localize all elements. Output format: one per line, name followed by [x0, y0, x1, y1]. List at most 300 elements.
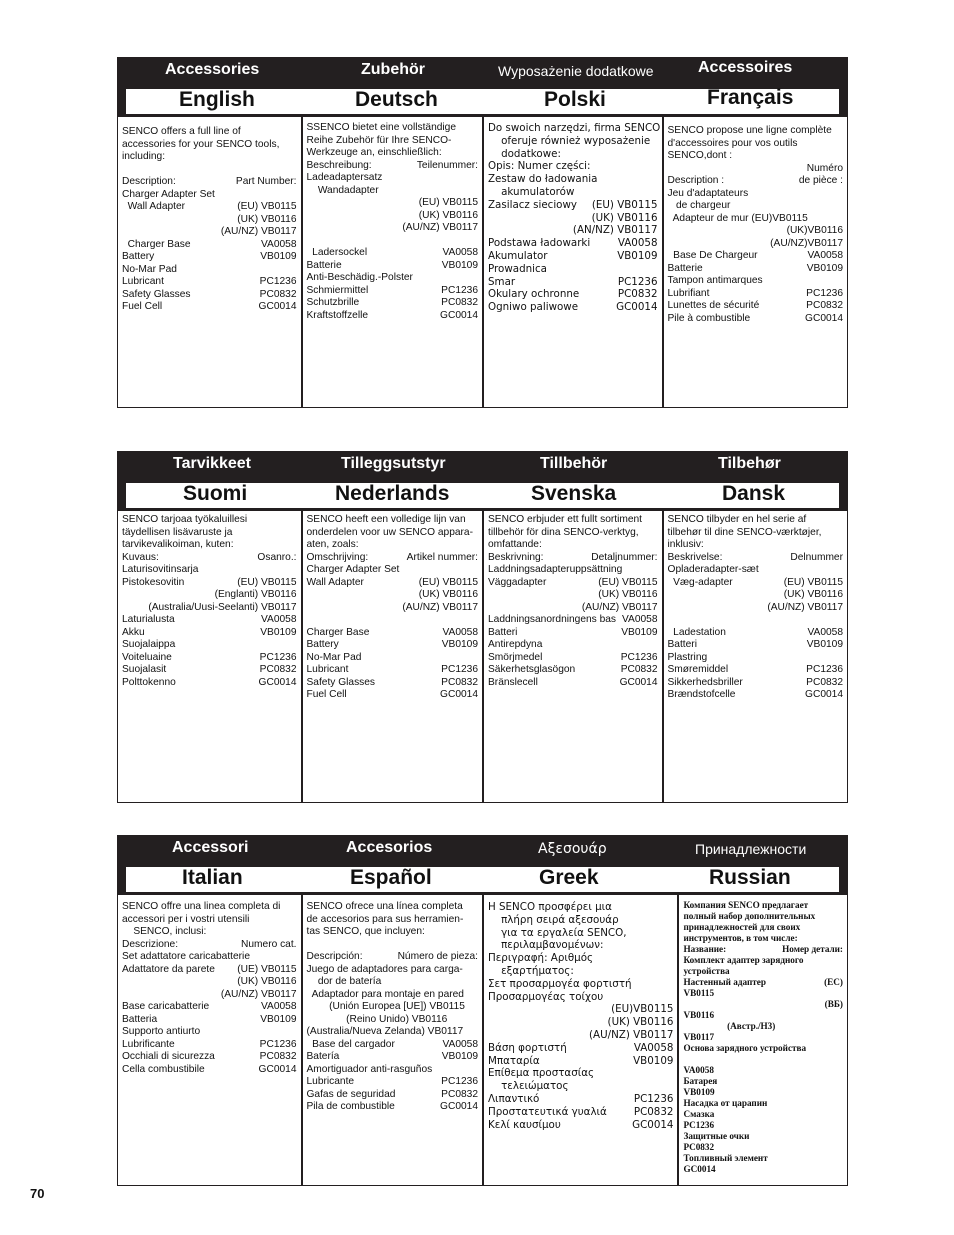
item-value: GC0014 [632, 1118, 674, 1131]
text-line: Charger Adapter Set [306, 564, 400, 575]
block-header [117, 451, 848, 511]
item-value: (Australia/Uusi-Seelanti) VB0117 [148, 601, 297, 613]
text-line: SENCO tarjoaa työkaluillesi [122, 514, 248, 525]
cell-suomi [118, 511, 303, 802]
item-value: (UK) VB0116 [598, 589, 658, 600]
item-row [668, 589, 843, 602]
text-line: de chargeur [667, 200, 731, 211]
item-row [683, 977, 843, 988]
item-row [668, 664, 843, 677]
item-label: Adattatore da parete [122, 963, 215, 975]
text-line: полный набор дополнительных [683, 911, 816, 921]
text-line: Opladeradapter-sæt [667, 564, 759, 575]
item-row [307, 297, 479, 310]
item-label: Ogniwo paliwowe [488, 301, 579, 314]
item-value: Part Number: [235, 176, 297, 187]
accessories-block-3 [117, 835, 848, 1174]
content-row [117, 895, 848, 1186]
item-label: Beskrivelse: [667, 551, 723, 563]
text-line: Juego de adaptadores para carga- [306, 963, 463, 975]
text-line: Основа зарядного устройства [683, 1043, 807, 1053]
item-value: PC0832 [806, 300, 843, 311]
text-line: εξαρτήματος: [488, 964, 574, 977]
text-line: Adapteur de mur (EU)VB0115 [667, 212, 808, 224]
item-value: GC0014 [440, 1101, 478, 1112]
item-value: VB0109 [260, 251, 297, 262]
text-line [307, 939, 479, 952]
item-row [488, 589, 658, 602]
text-line: Wandadapter [306, 184, 379, 196]
text-line [307, 614, 479, 627]
item-row [122, 201, 297, 214]
accessories-block-2 [117, 451, 848, 700]
item-label: Lubricante [306, 1076, 355, 1087]
text-line: VB0117 [683, 1032, 715, 1042]
item-row [488, 1119, 673, 1132]
label-tillbehor: Tillbehör [540, 455, 608, 472]
item-value: GC0014 [805, 312, 843, 324]
lang-italian: Italian [182, 866, 243, 889]
lang-greek: Greek [539, 866, 599, 889]
item-value: PC0832 [259, 664, 297, 675]
item-label: Väggadapter [488, 576, 547, 588]
text-line: Επίθεμα προστασίας [488, 1067, 595, 1080]
item-row [122, 602, 297, 615]
item-value: de pièce : [798, 175, 843, 186]
item-value: (AU/NZ) VB0117 [767, 601, 843, 613]
item-value: VA0058 [442, 1038, 478, 1050]
text-line: Защитные очки [683, 1131, 750, 1141]
text-line: Supporto antiurto [122, 1026, 201, 1037]
content-row [117, 117, 848, 408]
item-value: (UK) VB0116 [591, 211, 658, 224]
text-line: GC0014 [683, 1164, 716, 1174]
item-row [122, 251, 297, 264]
item-label: Schmiermittel [306, 284, 369, 296]
item-label: Base caricabatterie [122, 1001, 210, 1012]
item-row [122, 214, 297, 227]
item-row [488, 677, 658, 690]
language-band [125, 866, 840, 893]
item-label: Okulary ochronne [488, 288, 580, 301]
item-row [307, 639, 479, 652]
label-prinadlezhnosti: Принадлежности [695, 841, 807, 857]
text-line: Tampon antimarques [667, 275, 763, 286]
cell-espanol [303, 895, 485, 1185]
item-row [488, 1042, 673, 1055]
item-value: (AU/NZ) VB0117 [220, 988, 297, 1000]
item-value: (AN/NZ) VB0117 [572, 224, 658, 237]
text-line: устройства [683, 966, 730, 976]
content-row [117, 511, 848, 803]
text-line: Ladeadaptersatz [306, 172, 383, 183]
item-label: Charger Base [306, 626, 370, 638]
text-line [122, 164, 297, 177]
text-line: Reihe Zubehör für Ihre SENCO- [306, 134, 452, 146]
text-line: Plastring [667, 651, 708, 663]
text-line: (Австр./Н3) [683, 1021, 776, 1031]
item-value: PC1236 [633, 1092, 674, 1105]
item-value: VA0058 [622, 614, 658, 625]
item-value: PC0832 [617, 288, 658, 301]
item-row [307, 210, 479, 223]
label-axesouar: Αξεσουάρ [538, 841, 607, 857]
item-label: Gafas de seguridad [306, 1088, 396, 1100]
cell-dansk [664, 511, 847, 802]
language-band [125, 88, 840, 115]
label-tarvikkeet: Tarvikkeet [173, 455, 251, 472]
item-value: PC0832 [259, 288, 297, 300]
item-row [488, 250, 658, 263]
item-label: Μπαταρία [488, 1054, 540, 1067]
item-row [122, 226, 297, 239]
item-value: (UK)VB0116 [786, 225, 843, 236]
text-line: (Australia/Nueva Zelanda) VB0117 [306, 1026, 464, 1037]
item-row [122, 1001, 297, 1014]
item-value: VA0058 [633, 1041, 674, 1054]
lang-espanol: Español [350, 866, 432, 889]
text-line: SENCO erbjuder ett fullt sortiment [488, 514, 643, 525]
item-row [307, 260, 479, 273]
text-line: accessori per i vostri utensili [122, 913, 250, 925]
item-row [668, 163, 843, 176]
item-label: Beschreibung: [306, 159, 372, 171]
item-value: VA0058 [261, 1001, 297, 1012]
item-value: GC0014 [805, 689, 843, 700]
lang-francais: Français [707, 86, 794, 109]
item-label: Schutzbrille [306, 297, 360, 308]
item-row [122, 939, 297, 952]
item-value: PC0832 [806, 676, 843, 688]
text-line: täydellisen lisävaruste ja [122, 526, 233, 538]
text-line: принадлежностей для своих [683, 922, 801, 932]
item-value: GC0014 [440, 309, 478, 321]
text-line: No-Mar Pad [306, 651, 362, 663]
cell-svenska [484, 511, 664, 802]
item-label: Description : [667, 175, 725, 186]
item-row [307, 951, 479, 964]
item-value: Teilenummer: [416, 159, 478, 171]
label-wyposazenie: Wyposażenie dodatkowe [498, 63, 654, 79]
item-row [122, 239, 297, 252]
text-line: инструментов, в том числе: [683, 933, 798, 943]
text-line [683, 1054, 843, 1065]
item-value: VB0109 [260, 1013, 297, 1025]
item-value: VA0058 [442, 247, 478, 258]
item-row [668, 238, 843, 251]
item-value: VA0058 [807, 626, 843, 638]
item-label: Sikkerhedsbriller [667, 676, 743, 688]
item-row [307, 1051, 479, 1064]
text-line: SENCO propose une ligne complète [667, 125, 832, 136]
item-label: Battery [122, 251, 155, 262]
item-row [668, 552, 843, 565]
item-value: GC0014 [440, 689, 478, 700]
item-row [488, 1029, 673, 1042]
item-row [122, 552, 297, 565]
text-line: Περιγραφή: Αριθμός [488, 952, 594, 965]
item-label: Akumulator [488, 249, 548, 262]
item-row [307, 602, 479, 615]
item-value: GC0014 [619, 676, 658, 688]
text-line: Jeu d'adaptateurs [667, 187, 749, 199]
item-row [668, 689, 843, 702]
item-row [122, 577, 297, 590]
text-line: akumulatorów [488, 185, 575, 198]
item-row [488, 627, 658, 640]
text-line: VB0109 [683, 1087, 715, 1097]
item-value: PC0832 [441, 297, 478, 308]
text-line: PC1236 [683, 1120, 715, 1130]
item-value: PC1236 [617, 275, 658, 288]
text-line: Laturisovitinsarja [122, 564, 199, 575]
item-value: Número de pieza: [397, 951, 478, 962]
item-value: GC0014 [616, 301, 658, 314]
text-line: Laddningsadapteruppsättning [488, 564, 623, 575]
text-line: περιλαμβανομένων: [488, 939, 604, 952]
item-label: Ladersockel [306, 247, 368, 258]
text-line: SENCO ofrece una línea completa [306, 901, 463, 912]
item-value: (EU) VB0115 [237, 201, 297, 212]
item-value: GC0014 [258, 301, 297, 312]
item-row [122, 1014, 297, 1027]
item-row [488, 1003, 673, 1016]
item-row [307, 160, 479, 173]
item-row [668, 300, 843, 313]
text-line: Anti-Beschädig.-Polster [306, 272, 413, 283]
item-value: VB0109 [633, 1054, 674, 1067]
item-row [307, 552, 479, 565]
item-value: PC1236 [259, 651, 297, 663]
text-line: including: [122, 151, 166, 162]
item-row [668, 250, 843, 263]
item-label: Batería [306, 1051, 340, 1062]
item-label: Suojalasit [122, 664, 167, 675]
item-row [488, 224, 658, 237]
item-row [122, 289, 297, 302]
item-value: (AU/NZ) VB0117 [402, 601, 478, 613]
item-label: Κελί καυσίμου [488, 1118, 561, 1131]
item-value: Numero cat. [241, 938, 297, 950]
item-value: VB0109 [621, 626, 658, 638]
item-value: PC1236 [259, 276, 297, 287]
item-row [122, 652, 297, 665]
label-zubehor: Zubehör [361, 61, 425, 78]
item-row [307, 285, 479, 298]
label-tilleggsutstyr: Tilleggsutstyr [341, 455, 446, 472]
text-line: tarvikevalikoiman, kuten: [122, 539, 234, 550]
item-row [307, 627, 479, 640]
item-label: Beskrivning: [488, 551, 544, 563]
item-row [122, 989, 297, 1002]
item-value: (EU) VB0115 [237, 576, 297, 588]
text-line: Насадка от царапин [683, 1098, 768, 1108]
item-label: Fuel Cell [122, 301, 163, 312]
item-row [488, 212, 658, 225]
item-label: Pistokesovitin [122, 576, 185, 588]
item-row [668, 225, 843, 238]
item-row [307, 197, 479, 210]
item-row [307, 689, 479, 702]
text-line: tilbehør til dine SENCO-værktøjer, [667, 526, 822, 538]
text-line: VA0058 [683, 1065, 714, 1075]
item-value: (UK) VB0116 [418, 209, 478, 221]
cell-english [118, 117, 303, 407]
block-header [117, 835, 848, 895]
item-label: Laddningsanordningens bas [488, 614, 617, 625]
item-row [668, 577, 843, 590]
text-line: SENCO,dont : [667, 150, 733, 161]
item-value: VB0109 [617, 249, 658, 262]
item-row [122, 1051, 297, 1064]
item-value: Artikel nummer: [406, 551, 478, 563]
item-value: (AU/NZ) VB0117 [220, 226, 297, 237]
text-line: Prowadnica [488, 262, 547, 275]
item-label: Kraftstoffzelle [306, 309, 369, 321]
item-value: VB0109 [260, 626, 297, 638]
item-label: Bränslecell [488, 676, 538, 688]
item-label: Batterie [667, 262, 703, 274]
item-value: (EU) VB0115 [418, 197, 478, 208]
text-line: πλήρη σειρά αξεσουάρ [488, 913, 619, 926]
item-label: Base del cargador [306, 1038, 395, 1050]
item-label: Voiteluaine [122, 651, 172, 663]
item-label: Safety Glasses [306, 676, 376, 688]
block-header [117, 57, 848, 117]
text-line: tas SENCO, que incluyen: [306, 926, 425, 937]
text-line: SENCO offre una linea completa di [122, 901, 281, 912]
item-value: Delnummer [790, 551, 843, 563]
item-label: Akku [122, 626, 145, 638]
item-label: Wall Adapter [306, 576, 364, 588]
item-row [122, 1064, 297, 1077]
item-label: Descripción: [306, 951, 363, 962]
item-value: (AU/NZ) VB0117 [581, 601, 658, 613]
item-value: VA0058 [617, 237, 658, 250]
item-label: Væg-adapter [667, 576, 733, 588]
item-label: Batteri [667, 639, 697, 650]
text-line: SENCO heeft een volledige lijn van [306, 514, 466, 525]
text-line: τελειώματος [488, 1080, 569, 1093]
item-label: Smörjmedel [488, 651, 543, 663]
text-line: SENCO, inclusi: [122, 926, 207, 937]
item-row [122, 301, 297, 314]
item-value: Detaljnummer: [591, 551, 658, 563]
text-line: inklusiv: [667, 539, 704, 550]
text-line: Смазка [683, 1109, 715, 1119]
text-line: SENCO tilbyder en hel serie af [667, 514, 807, 525]
text-line: de accesorios para sus herramien- [306, 913, 464, 925]
item-label: Batterie [306, 259, 342, 271]
text-line: Antirepdyna [488, 639, 543, 650]
item-row [488, 577, 658, 590]
label-accessoires: Accessoires [698, 59, 793, 76]
text-line: Комплект адаптер зарядного [683, 955, 804, 965]
item-label: Brændstofcelle [667, 689, 736, 700]
item-value: (EU) VB0115 [418, 576, 478, 588]
item-value: (AU/NZ)VB0117 [770, 237, 843, 249]
item-label: Occhiali di sicurezza [122, 1051, 215, 1062]
text-line: dor de batería [306, 976, 382, 987]
text-line: Компания SENCO предлагает [683, 900, 809, 910]
text-line: (Reino Unido) VB0116 [306, 1013, 448, 1025]
item-value: VA0058 [442, 626, 478, 638]
text-line: Zestaw do ładowania [488, 173, 598, 186]
text-line: Σετ προσαρμογέα φορτιστή [488, 977, 632, 990]
item-label: Safety Glasses [122, 288, 191, 300]
item-label: Zasilacz sieciowy [488, 198, 577, 211]
item-row [307, 310, 479, 323]
item-label: Kuvaus: [122, 551, 159, 563]
lang-nederlands: Nederlands [335, 482, 450, 505]
item-label: Настенный адаптер [683, 977, 766, 987]
item-label: Description: [122, 176, 176, 187]
item-value: PC0832 [620, 664, 658, 675]
text-line: PC0832 [683, 1142, 715, 1152]
text-line: Do swoich narzędzi, firma SENCO [488, 122, 661, 134]
item-value: GC0014 [258, 1063, 297, 1075]
item-row [488, 288, 658, 301]
item-value: Numéro [806, 162, 843, 174]
lang-svenska: Svenska [531, 482, 617, 505]
item-row [307, 1039, 479, 1052]
item-label: Βάση φορτιστή [488, 1041, 567, 1054]
item-row [488, 614, 658, 627]
text-line: SSENCO bietet eine vollständige [306, 122, 456, 133]
label-accesorios: Accesorios [346, 839, 433, 856]
item-row [307, 589, 479, 602]
lang-english: English [179, 88, 255, 111]
item-value: (EU) VB0115 [591, 198, 658, 211]
text-line: Suojalaippa [122, 639, 176, 650]
text-line: Opis: Numer części: [488, 160, 591, 173]
label-accessories: Accessories [165, 61, 260, 78]
item-row [307, 1101, 479, 1114]
item-label: Smar [488, 275, 516, 288]
item-row [122, 677, 297, 690]
item-row [488, 1016, 673, 1029]
item-label: Fuel Cell [306, 689, 347, 700]
item-label: Smøremiddel [667, 664, 729, 675]
text-line: No-Mar Pad [122, 263, 177, 275]
item-label: Cella combustibile [122, 1063, 205, 1075]
item-row [307, 664, 479, 677]
item-label: Lunettes de sécurité [667, 300, 760, 311]
item-value: (EU) VB0115 [598, 576, 658, 588]
item-value: PC1236 [441, 664, 478, 675]
item-row [307, 577, 479, 590]
cell-russian [679, 895, 847, 1185]
lang-polski: Polski [544, 88, 606, 111]
item-label: Charger Base [122, 238, 191, 250]
item-label: Pila de combustible [306, 1101, 395, 1112]
lang-deutsch: Deutsch [355, 88, 438, 111]
item-row [488, 602, 658, 615]
item-row [683, 944, 843, 955]
item-value: (UK) VB0116 [418, 589, 478, 600]
item-label: Batteria [122, 1013, 158, 1025]
accessories-block-1 [117, 57, 848, 324]
item-value: VB0109 [806, 639, 843, 650]
cell-nederlands [303, 511, 485, 802]
item-value: Номер детали: [782, 944, 843, 954]
item-row [488, 276, 658, 289]
lang-russian: Russian [709, 866, 791, 889]
text-line: Η SENCO προσφέρει μια [488, 901, 612, 913]
item-value: (ЕС) [824, 977, 843, 987]
item-row [122, 614, 297, 627]
item-row [122, 1039, 297, 1052]
